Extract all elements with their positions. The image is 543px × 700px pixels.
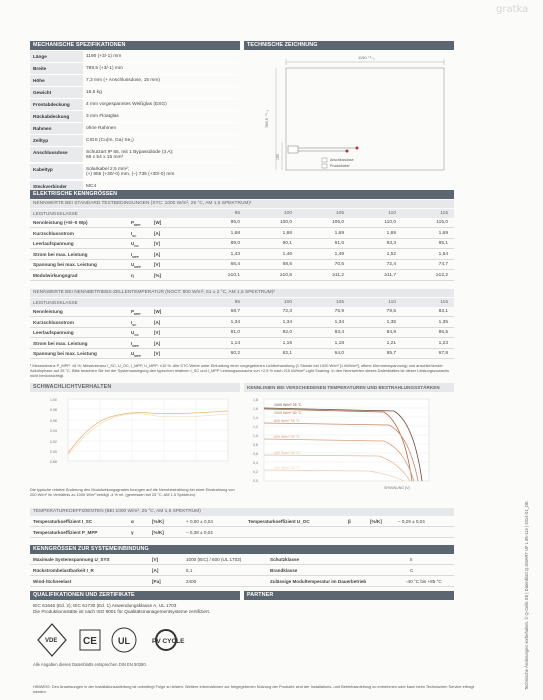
iv-legend-5: 200 W/m² 25 °C xyxy=(274,466,300,470)
row-unit: [A] xyxy=(154,319,161,325)
table-cell: 91,6 xyxy=(334,241,344,246)
table-row xyxy=(30,229,454,239)
svg-text:UL: UL xyxy=(118,636,130,646)
spec-label: Anschlussdose xyxy=(30,147,83,162)
row-unit: [A] xyxy=(154,340,161,346)
table-cell: 1,23 xyxy=(438,340,448,346)
row-symbol: $I_{SC}$ xyxy=(131,319,137,327)
table-cell: 1,69 xyxy=(438,230,448,236)
spec-row-front xyxy=(30,99,238,111)
row-unit: [V] xyxy=(154,351,160,356)
table-cell: 1,68 xyxy=(230,230,240,236)
table-cell: 81,0 xyxy=(230,330,240,335)
table-cell: 1,35 xyxy=(438,319,448,325)
table-cell: 72,3 xyxy=(282,309,292,314)
spec-value: CIGS (Cu(In, Ga) Se₂) xyxy=(86,138,134,143)
svg-text:1,6: 1,6 xyxy=(253,407,258,411)
row-symbol: $U_{MPP}$ xyxy=(131,262,141,269)
table-cell: 1,35 xyxy=(386,319,396,325)
spec-row-length xyxy=(30,51,238,63)
pv-cycle-logo xyxy=(152,630,185,650)
table-cell: 86,5 xyxy=(438,330,448,335)
legend-junction-box: Anschlussdose xyxy=(330,158,354,162)
row-label: Spannung bei max. Leistung xyxy=(33,262,97,267)
table-cell: 1,52 xyxy=(386,251,396,257)
system-row-1: Rückstrombelastbarkeit I_R [A] 5,1 Brandklasse C xyxy=(30,566,454,576)
partner-section-title: PARTNER xyxy=(244,591,454,600)
row-unit: [V] xyxy=(154,262,160,267)
svg-text:0,8: 0,8 xyxy=(253,443,258,447)
ce-logo xyxy=(80,630,100,650)
svg-text:0,0: 0,0 xyxy=(253,479,258,483)
table-cell: ≥10,6 xyxy=(280,272,292,278)
table-cell: ≥12,2 xyxy=(436,272,448,278)
dim-width-label: 789,5 ⁺³₋₁ xyxy=(264,109,269,128)
table-cell: 1,18 xyxy=(334,340,344,346)
system-section-title: KENNGRÖSSEN ZUR SYSTEMEINBINDUNG xyxy=(30,545,454,554)
row-label: Leerlaufspannung xyxy=(33,241,74,246)
table-cell: 93,3 xyxy=(386,241,396,246)
table-cell: 72,4 xyxy=(386,262,396,267)
spec-value: 1190 (+3/-1) mm xyxy=(86,54,122,59)
spec-value: Solarkabel 2,5 mm²; (+) 855 (+30/-0) mm, (–) 735 (+30/-0) mm xyxy=(86,167,175,177)
ul-logo xyxy=(112,628,136,652)
row-symbol: $I_{MPP}$ xyxy=(131,251,139,259)
row-symbol: $P_{MPP}$ xyxy=(131,220,141,227)
spec-value: 789,5 (+3/-1) mm xyxy=(86,66,123,71)
row-symbol: $U_{OC}$ xyxy=(131,330,139,337)
table-cell: 83,4 xyxy=(334,330,344,335)
row-label: Strom bei max. Leistung xyxy=(33,251,88,257)
table-row xyxy=(30,328,454,338)
row-label: Strom bei max. Leistung xyxy=(33,340,88,346)
temp-row-isc-uoc: Temperaturkoeffizient I_SC α [%/K] + 0,00 ± 0,04 Temperaturkoeffizient U_OC β [%/K] – 0,29 ± 0,04 xyxy=(30,517,454,527)
table-cell: 79,5 xyxy=(386,309,396,314)
spec-value: MC4 xyxy=(86,184,97,189)
quali-section-title: QUALIFIKATIONEN UND ZERTIFIKATE xyxy=(30,591,240,600)
table-row xyxy=(30,218,454,228)
svg-text:0,2: 0,2 xyxy=(253,470,258,474)
table-cell: 1,68 xyxy=(282,230,292,236)
table-cell: 75,9 xyxy=(334,309,344,314)
quali-line-1: IEC 61646 (Ed. 2); IEC 61730 (Ed. 1) Anwendungsklasse A, UL 1703 xyxy=(33,603,177,608)
svg-text:0,92: 0,92 xyxy=(50,440,57,444)
svg-text:1,2: 1,2 xyxy=(253,425,258,429)
table-cell: 110,0 xyxy=(384,220,396,225)
spec-value: 3 mm Floatglas xyxy=(86,114,119,119)
spec-row-back xyxy=(30,111,238,123)
weak-light-title: SCHWACHLICHTVERHALTEN xyxy=(30,383,240,392)
spec-row-frame xyxy=(30,123,238,135)
row-label: Nennleistung xyxy=(33,309,63,314)
table-row xyxy=(30,318,454,328)
iv-curve-chart xyxy=(244,393,454,503)
table-cell: 95,1 xyxy=(438,241,448,246)
row-unit: [V] xyxy=(154,241,160,246)
row-label: Kurzschlussstrom xyxy=(33,319,74,325)
table-row xyxy=(30,307,454,317)
spec-value: 4 mm vorgespanntes Weißglas (ESG) xyxy=(86,102,167,107)
weak-light-caption: Die typische relative Änderung des Modulwirkungsgrades bezogen auf die Nennbestrahlung bei einer Einstrahlung von 200 W/m² im Verhältnis zu 1000 W/m² beträgt -4 % rel. (gemessen bei 25 °C, AM 1,5 Spektrum). xyxy=(30,487,235,497)
spec-label: Gewicht xyxy=(30,87,83,98)
spec-label: Kabeltyp xyxy=(30,164,83,179)
table-cell: 66,4 xyxy=(230,262,240,267)
svg-text:0,6: 0,6 xyxy=(253,452,258,456)
table-cell: 1,49 xyxy=(334,251,344,257)
svg-text:0,96: 0,96 xyxy=(50,419,57,423)
row-unit: [%] xyxy=(154,272,161,278)
spec-value: 7,3 mm (+ Anschlussdose, 15 mm) xyxy=(86,78,160,83)
dim-length-label: 1190 ⁺³₋₁ xyxy=(358,55,375,60)
row-symbol: η xyxy=(131,272,134,278)
system-row-2: Wind-/Schneelast [Pa] 2400 Zulässige Modultemperatur im Dauerbetrieb -40 °C bis +85 °C xyxy=(30,577,454,587)
table-cell: 105,0 xyxy=(331,220,344,225)
row-unit: [A] xyxy=(154,251,161,257)
temp-row-pmpp: Temperaturkoeffizient P_MPP γ [%/K] – 0,38 ± 0,04 xyxy=(30,528,454,538)
row-label: Modulwirkungsgrad xyxy=(33,272,78,278)
noct-class-header: LEISTUNGSKLASSE 95 100 105 110 115 xyxy=(30,298,454,307)
iv-legend-0: 1000 W/m² 25 °C xyxy=(274,403,302,407)
spec-label: Rahmen xyxy=(30,123,83,134)
din-note: Alle Angaben dieses Datenblatts entsprechen DIN EN 50380. xyxy=(33,662,147,667)
svg-text:1,0: 1,0 xyxy=(253,434,258,438)
row-symbol: $I_{SC}$ xyxy=(131,230,137,238)
iv-legend-2: 800 W/m² 25 °C xyxy=(274,419,300,423)
spec-row-height xyxy=(30,75,238,87)
iv-legend-1: 1000 W/m² 50 °C xyxy=(274,411,302,415)
table-row xyxy=(30,339,454,349)
table-cell: 64,0 xyxy=(334,351,344,356)
bottom-hint: HINWEIS: Den Anweisungen in der Installationsanleitung ist unbedingt Folge zu leisten. Weitere Informationen zur freigegebenen Nutzung der Produkte sind der Installations- und Betriebsanleitung zu entnehmen oder kann beim Technischen Service erfragt werden. xyxy=(33,684,474,694)
drawing-section-title: TECHNISCHE ZEICHNUNG xyxy=(244,41,454,50)
table-cell: 90,1 xyxy=(282,241,292,246)
table-cell: 1,69 xyxy=(386,230,396,236)
iv-curve-title: KENNLINIEN BEI VERSCHIEDENEN TEMPERATUREN UND BESTRAHLUNGSSTÄRKEN xyxy=(244,383,454,392)
table-cell: 84,9 xyxy=(386,330,396,335)
table-cell: 1,21 xyxy=(386,340,396,346)
table-cell: 67,8 xyxy=(438,351,448,356)
spec-value: Schutzart IP 65, mit 1 Bypassdiode (3 A); 66 x 54 x 15 mm³ xyxy=(86,150,174,160)
table-cell: 60,2 xyxy=(230,351,240,356)
weak-light-chart xyxy=(30,393,240,485)
row-unit: [W] xyxy=(154,309,162,314)
row-label: Leerlaufspannung xyxy=(33,330,74,335)
table-cell: 115,0 xyxy=(436,220,448,225)
system-row-0: Maximale Systemspannung U_SYS [V] 1000 (IEC) / 600 (UL 1703) Schutzklasse II xyxy=(30,555,454,565)
legend-product-label: Produktlabel xyxy=(330,164,350,168)
row-unit: [V] xyxy=(154,330,160,335)
table-cell: 82,0 xyxy=(282,330,292,335)
row-label: Nennleistung (+5/–0 Wp) xyxy=(33,220,88,225)
spec-label: Steckverbinder xyxy=(30,181,83,192)
table-cell: 83,1 xyxy=(438,309,448,314)
table-cell: 95,0 xyxy=(230,220,240,225)
elec-footnote: ¹ Messtoleranz P_MPP: ±5 %; Messtoleranz I_SC, U_OC, I_MPP, U_MPP: ±10 %. Alle STC-Werte unter Einhaltung einer vorgegebenen Lichtbehandlung (1 Stunde bei 1000 W/m² [1 kWh/m²], offene Klemmenspannung) und anschließender Abkühlphase auf 25 °C. Bitte beachten Sie bei der Systemauslegung den typischen relativen I_SC und I_MPP Leistungszuwachs von +2,5 % nach 215 kWh/m² Light Soaking. In den Nennwerten dieses Datenblattes ist dieser Leistungszuwachs nicht berücksichtigt. xyxy=(30,363,450,378)
iv-legend-3: 600 W/m² 25 °C xyxy=(274,435,300,439)
technical-drawing xyxy=(246,50,452,180)
row-symbol: $I_{MPP}$ xyxy=(131,340,139,348)
spec-value: 16,5 kg xyxy=(86,90,102,95)
side-legal-text: Technische Änderungen vorbehalten. © Q-Cells SE | Datenblatt Q.SMART UF L 85-115 | 2014-01_DE xyxy=(524,501,529,690)
svg-text:1,4: 1,4 xyxy=(253,416,258,420)
vde-logo xyxy=(38,624,66,656)
table-row xyxy=(30,250,454,260)
dim-side-label: 150 xyxy=(276,154,280,160)
iv-xlabel: SPANNUNG [V] xyxy=(384,486,410,490)
table-cell: 89,0 xyxy=(230,241,240,246)
spec-value: ohne Rahmen xyxy=(86,126,117,131)
row-unit: [A] xyxy=(154,230,161,236)
table-cell: 100,0 xyxy=(279,220,292,225)
stc-class-header: LEISTUNGSKLASSE 95 100 105 110 115 xyxy=(30,209,454,218)
table-cell: ≥10,1 xyxy=(228,272,240,278)
table-cell: 74,7 xyxy=(438,262,448,267)
row-label: Spannung bei max. Leistung xyxy=(33,351,97,356)
table-row xyxy=(30,271,454,281)
spec-row-cable xyxy=(30,164,238,180)
watermark: gratka xyxy=(496,4,529,15)
row-symbol: $P_{MPP}$ xyxy=(131,309,141,316)
row-symbol: $U_{OC}$ xyxy=(131,241,139,248)
certification-logos xyxy=(36,622,206,658)
spec-label: Höhe xyxy=(30,75,83,86)
table-cell: 70,5 xyxy=(334,262,344,267)
stc-subtitle: NENNWERTE BEI STANDARD TESTBEDINGUNGEN (STC: 1000 W/m², 25 °C, AM 1,5 SPEKTRUM)¹ xyxy=(30,200,454,208)
svg-text:CE: CE xyxy=(83,636,97,647)
table-cell: 1,34 xyxy=(334,319,344,325)
spec-row-width xyxy=(30,63,238,75)
table-cell: 68,5 xyxy=(282,262,292,267)
elec-section-title: ELEKTRISCHE KENNGRÖSSEN xyxy=(30,190,454,199)
row-symbol: $U_{MPP}$ xyxy=(131,351,141,358)
table-cell: ≥11,2 xyxy=(332,272,344,278)
svg-text:PV CYCLE: PV CYCLE xyxy=(152,638,185,645)
svg-text:1,8: 1,8 xyxy=(253,398,258,402)
iv-legend-4: 400 W/m² 25 °C xyxy=(274,451,300,455)
table-row xyxy=(30,349,454,359)
table-cell: 1,16 xyxy=(282,340,292,346)
table-cell: ≥11,7 xyxy=(384,272,396,278)
table-cell: 1,69 xyxy=(334,230,344,236)
spec-row-weight xyxy=(30,87,238,99)
table-row xyxy=(30,239,454,249)
table-cell: 1,34 xyxy=(230,319,240,325)
spec-label: Breite xyxy=(30,63,83,74)
spec-label: Rückabdeckung xyxy=(30,111,83,122)
table-cell: 1,46 xyxy=(282,251,292,257)
svg-text:0,94: 0,94 xyxy=(50,429,57,433)
spec-label: Länge xyxy=(30,51,83,62)
table-cell: 1,43 xyxy=(230,251,240,257)
svg-text:VDE: VDE xyxy=(45,638,58,644)
row-label: Kurzschlussstrom xyxy=(33,230,74,236)
row-unit: [W] xyxy=(154,220,162,225)
mech-section-title: MECHANISCHE SPEZIFIKATIONEN xyxy=(30,41,240,50)
spec-label: Frontabdeckung xyxy=(30,99,83,110)
table-row xyxy=(30,260,454,270)
svg-text:0,98: 0,98 xyxy=(50,408,57,412)
temp-subtitle: TEMPERATURKOEFFIZIENTEN (BEI 1000 W/m², 25 °C, AM 1,5 SPEKTRUM) xyxy=(30,508,454,516)
svg-text:0,88: 0,88 xyxy=(50,460,57,464)
table-cell: 65,7 xyxy=(386,351,396,356)
svg-text:0,4: 0,4 xyxy=(253,461,258,465)
table-cell: 68,7 xyxy=(230,309,240,314)
spec-label: Zelltyp xyxy=(30,135,83,146)
table-cell: 1,54 xyxy=(438,251,448,257)
table-cell: 1,34 xyxy=(282,319,292,325)
spec-row-cell xyxy=(30,135,238,147)
table-cell: 1,14 xyxy=(230,340,240,346)
svg-text:0,90: 0,90 xyxy=(50,450,57,454)
svg-text:1,00: 1,00 xyxy=(50,398,57,402)
quali-line-2: Die Produktionsstätte ist nach ISO 9001 für Qualitätsmanagementsysteme zertifiziert. xyxy=(33,609,211,614)
spec-row-junction xyxy=(30,147,238,163)
table-cell: 62,1 xyxy=(282,351,292,356)
noct-subtitle: NENNWERTE BEI NENNBETRIEBS-ZELLENTEMPERATUR (NOCT: 800 W/m², 51 ± 2 °C, AM 1,5 SPEKTRUM)² xyxy=(30,289,454,297)
